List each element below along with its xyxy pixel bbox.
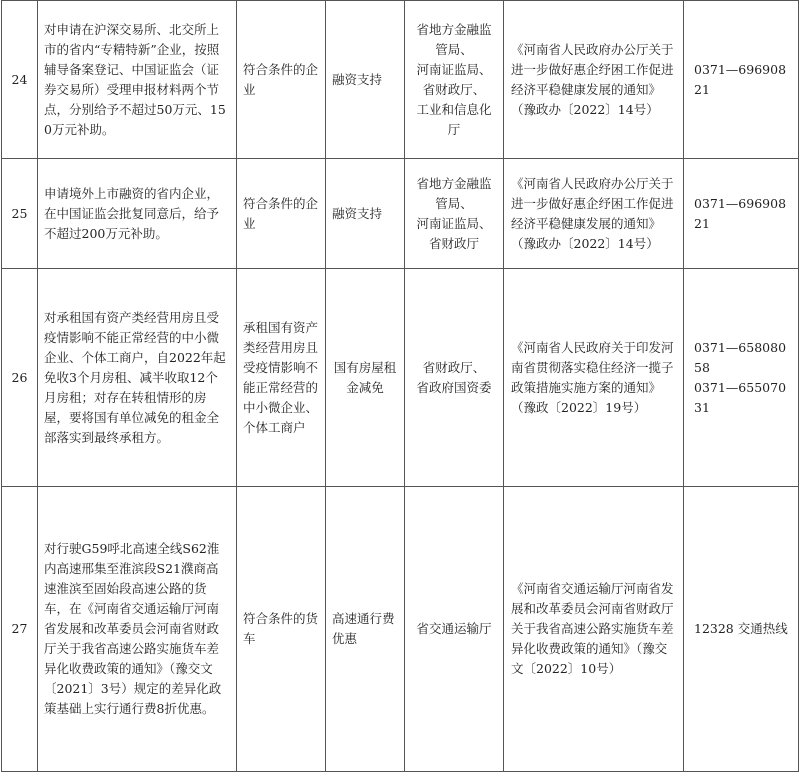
department-line: 省政府国资委 [416,379,492,395]
policy-content: 对承租国有资产类经营用房且受疫情影响不能正常经营的中小微企业、个体工商户，自2022年起免收3个月房租、减半收取12个月房租；对存在转租情形的房屋，要将国有单位减免的租金全部落实到最终承租方。 [38,269,237,487]
policy-document: 《河南省人民政府办公厅关于进一步做好惠企纾困工作促进经济平稳健康发展的通知》（豫政办〔2022〕14号） [504,1,684,159]
phone-line: 0371—65808058 [694,339,787,375]
policy-content: 对申请在沪深交易所、北交所上市的省内“专精特新”企业，按照辅导备案登记、中国证监会（证券交易所）受理申报材料两个节点，分别给予不超过50万元、150万元补助。 [38,1,237,159]
target-audience: 符合条件的货车 [237,487,326,772]
policy-type: 融资支持 [326,1,405,159]
policy-type: 国有房屋租金减免 [326,269,405,487]
phone-line: 0371—65507031 [694,379,787,415]
responsible-department [405,487,504,772]
department-line: 省交通运输厅 [416,621,492,636]
department-line: 河南证监局、 [416,61,492,77]
phone-line: 12328 交通热线 [694,621,788,636]
row-number: 26 [2,269,38,487]
target-audience: 承租国有资产类经营用房且受疫情影响不能正常经营的中小微企业、个体工商户 [237,269,326,487]
table-row [2,1,799,159]
row-number: 24 [2,1,38,159]
row-number: 25 [2,159,38,269]
policy-type: 高速通行费优惠 [326,487,405,772]
contact-phone [684,159,799,269]
policy-document: 《河南省人民政府关于印发河南省贯彻落实稳住经济一揽子政策措施实施方案的通知》（豫政〔2022〕19号） [504,269,684,487]
department-line: 工业和信息化厅 [416,101,492,137]
contact-phone [684,269,799,487]
department-line: 省财政厅、 [422,359,486,375]
table-row [2,269,799,487]
policy-content: 对行驶G59呼北高速全线S62淮内高速邢集至淮滨段S21濮商高速淮滨至固始段高速公路的货车，在《河南省交通运输厅河南省发展和改革委员会河南省财政厅关于我省高速公路实施货车差异化收费政策的通知》（豫交文〔2021〕3号）规定的差异化政策基础上实行通行费8折优惠。 [38,487,237,772]
policy-document: 《河南省交通运输厅河南省发展和改革委员会河南省财政厅关于我省高速公路实施货车差异化收费政策的通知》（豫交文〔2022〕10号） [504,487,684,772]
contact-phone [684,487,799,772]
target-audience: 符合条件的企业 [237,1,326,159]
target-audience: 符合条件的企业 [237,159,326,269]
policy-document: 《河南省人民政府办公厅关于进一步做好惠企纾困工作促进经济平稳健康发展的通知》（豫政办〔2022〕14号） [504,159,684,269]
policy-type: 融资支持 [326,159,405,269]
department-line: 河南证监局、 [416,215,492,231]
policy-table [1,0,799,772]
responsible-department [405,269,504,487]
policy-content: 申请境外上市融资的省内企业，在中国证监会批复同意后，给予不超过200万元补助。 [38,159,237,269]
department-line: 省地方金融监管局、 [416,175,492,211]
contact-phone [684,1,799,159]
table-row [2,487,799,772]
row-number: 27 [2,487,38,772]
phone-line: 0371—69690821 [694,195,787,231]
responsible-department [405,159,504,269]
department-line: 省财政厅 [428,235,479,251]
department-line: 省财政厅、 [422,81,486,97]
phone-line: 0371—69690821 [694,61,787,97]
department-line: 省地方金融监管局、 [416,21,492,57]
responsible-department [405,1,504,159]
table-row [2,159,799,269]
